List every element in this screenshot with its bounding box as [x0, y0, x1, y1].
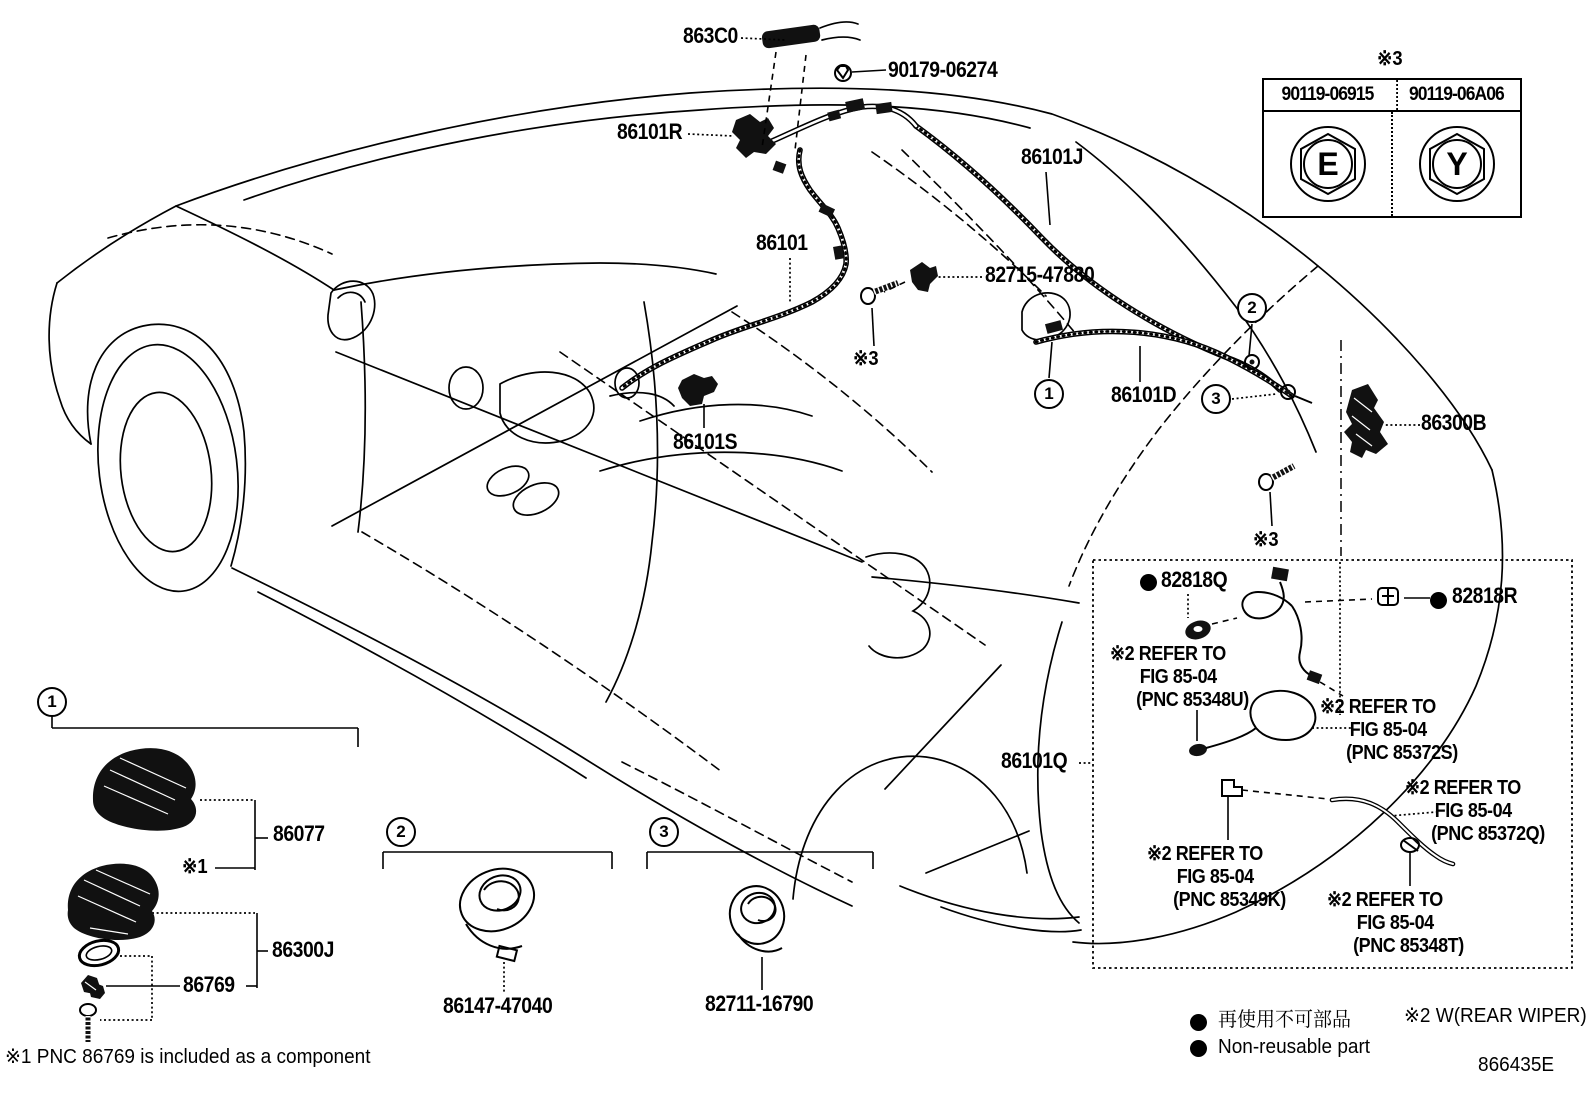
screw-icon	[1259, 466, 1294, 490]
part-label-82711-16790: 82711-16790	[705, 991, 814, 1016]
refer-line: FIG 85-04	[1176, 866, 1254, 888]
svg-text:Y: Y	[1445, 146, 1468, 182]
bolt-part-number: 90119-06A06	[1396, 80, 1515, 110]
legend-rear-wiper-note: ※2 W(REAR WIPER)	[1404, 1005, 1587, 1027]
connector-86101R-icon	[732, 114, 776, 158]
note-star1: ※1	[182, 856, 208, 878]
bolt-head-E-icon	[1264, 112, 1391, 216]
part-label-863C0: 863C0	[683, 23, 738, 48]
part-label-86101S: 86101S	[673, 429, 738, 454]
callout-3-detail: 3	[649, 817, 679, 847]
callout-1: 1	[1034, 379, 1064, 409]
refer-line: (PNC 85349K)	[1173, 889, 1286, 911]
refer-line: FIG 85-04	[1356, 912, 1434, 934]
refer-block-85348U	[1110, 643, 1249, 712]
screw-icon	[80, 1004, 96, 1042]
part-label-90179-06274: 90179-06274	[888, 57, 998, 82]
refer-line: ※2 REFER TO	[1405, 777, 1521, 799]
part-label-86101Q: 86101Q	[1001, 748, 1068, 773]
diagram-number: 866435E	[1478, 1054, 1555, 1076]
refer-line: ※2 REFER TO	[1320, 696, 1436, 718]
refer-line: FIG 85-04	[1349, 719, 1427, 741]
refer-line: ※2 REFER TO	[1147, 843, 1263, 865]
screw-icon	[861, 283, 898, 304]
callout-2-detail: 2	[386, 817, 416, 847]
part-label-86300J: 86300J	[272, 937, 334, 962]
footnote-star1: ※1 PNC 86769 is included as a component	[5, 1046, 371, 1068]
part-label-82818R: 82818R	[1452, 583, 1518, 608]
part-label-82818Q: 82818Q	[1161, 567, 1228, 592]
gasket-icon	[77, 937, 122, 970]
legend-en: Non-reusable part	[1218, 1036, 1371, 1058]
refer-line: (PNC 85372S)	[1346, 742, 1458, 764]
bolt-part-number: 90119-06915	[1281, 84, 1374, 105]
non-reusable-dot-icon	[1140, 574, 1157, 591]
refer-line: (PNC 85348U)	[1136, 689, 1249, 711]
refer-line: FIG 85-04	[1434, 800, 1512, 822]
bolt-table-note: ※3	[1377, 48, 1403, 70]
refer-line: ※2 REFER TO	[1327, 889, 1443, 911]
nut-90179-icon	[835, 65, 851, 81]
part-label-86101: 86101	[756, 230, 808, 255]
clip-86147-icon	[451, 858, 544, 961]
part-label-86101R: 86101R	[617, 119, 683, 144]
bracket-86300B-icon	[1344, 384, 1388, 458]
svg-text:E: E	[1316, 146, 1339, 182]
note-star3-rear: ※3	[1253, 529, 1279, 551]
grommet-82818Q-icon	[1183, 617, 1213, 642]
bolt-table-header	[1264, 80, 1520, 112]
bolt-table-body	[1264, 112, 1520, 216]
refer-block-85372S	[1320, 696, 1458, 765]
part-label-86769: 86769	[183, 972, 235, 997]
non-reusable-dot-icon	[1190, 1040, 1207, 1057]
part-label-82715-47880: 82715-47880	[985, 262, 1095, 287]
refer-block-85348T	[1327, 889, 1464, 958]
part-label-86077: 86077	[273, 821, 325, 846]
part-label-86101J: 86101J	[1021, 144, 1083, 169]
elbow-connector-85349K-icon	[1222, 780, 1242, 796]
bolt-variant-table	[1262, 78, 1522, 218]
antenna-parts-lineart	[68, 748, 196, 1042]
part-label-86147-47040: 86147-47040	[443, 993, 553, 1018]
antenna-base-86300J-icon	[68, 864, 159, 940]
clip-82818R-icon	[1378, 588, 1398, 605]
wiring-harness-lineart	[622, 98, 1312, 406]
shark-fin-antenna-86077-icon	[93, 748, 196, 831]
note-star3-roof: ※3	[853, 348, 879, 370]
refer-block-85349K	[1147, 843, 1286, 912]
refer-block-85372Q	[1405, 777, 1545, 846]
clip-82711-icon	[723, 880, 790, 952]
refer-line: (PNC 85372Q)	[1431, 823, 1545, 845]
part-label-86101D: 86101D	[1111, 382, 1177, 407]
part-label-86300B: 86300B	[1421, 410, 1487, 435]
non-reusable-dot-icon	[1430, 592, 1447, 609]
callout-3: 3	[1201, 384, 1231, 414]
wiper-harness-curl-icon	[1242, 567, 1322, 684]
refer-line: (PNC 85348T)	[1353, 935, 1464, 957]
callout-1-detail: 1	[37, 687, 67, 717]
clip-82715-icon	[884, 262, 938, 292]
nut-86769-icon	[81, 975, 105, 999]
bolt-head-Y-icon	[1391, 112, 1520, 216]
refer-line: FIG 85-04	[1139, 666, 1217, 688]
callout-2: 2	[1237, 293, 1267, 323]
connector-86101S-icon	[678, 374, 718, 406]
non-reusable-dot-icon	[1190, 1014, 1207, 1031]
legend-jp: 再使用不可部品	[1218, 1009, 1351, 1031]
antenna-strip-863C0-icon	[761, 22, 860, 150]
refer-line: ※2 REFER TO	[1110, 643, 1226, 665]
